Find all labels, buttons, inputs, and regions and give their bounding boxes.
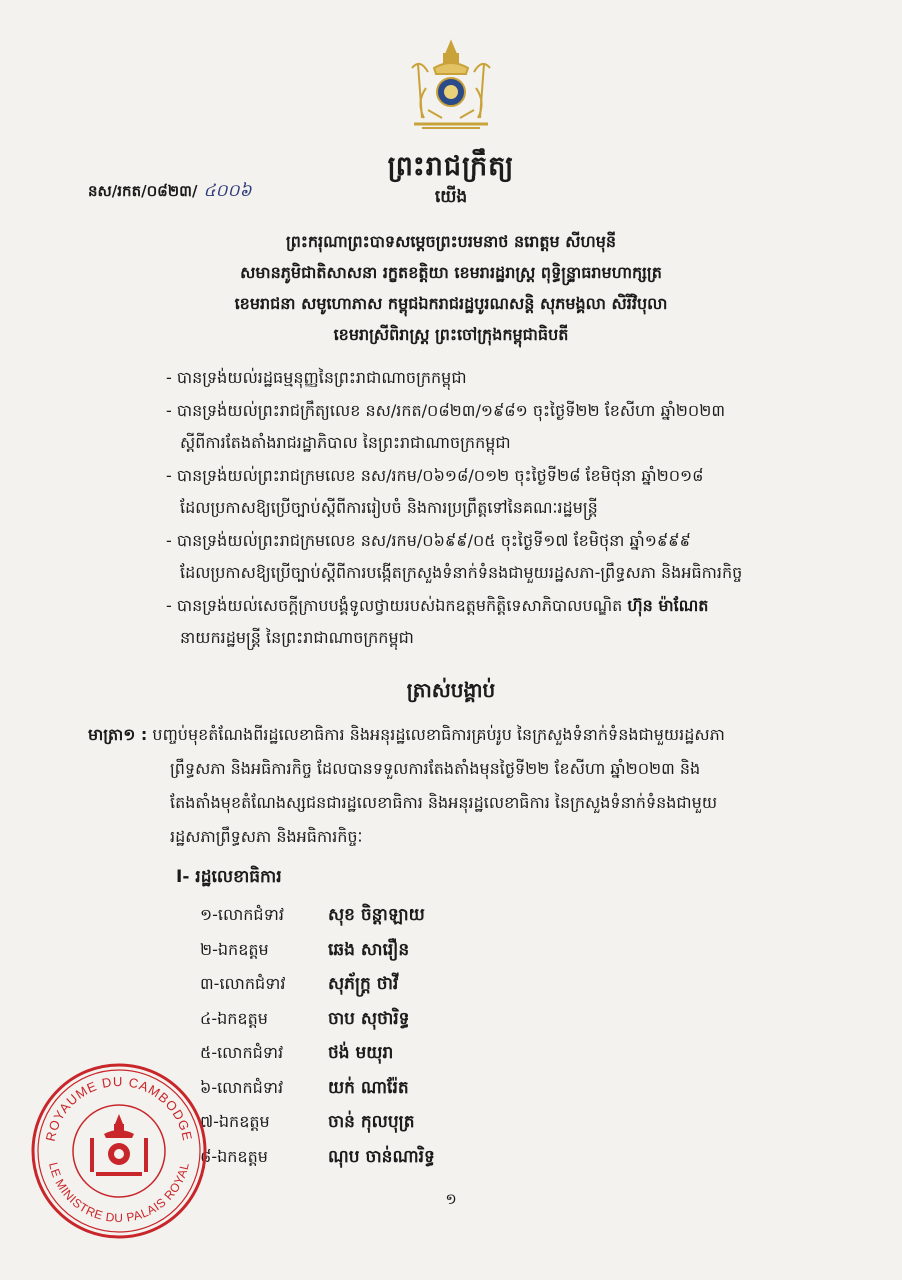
official-title: ២-ឯកឧត្តម	[200, 939, 269, 959]
official-title: ១-លោកជំទាវ	[200, 905, 284, 924]
decision-heading: ត្រាស់បង្គាប់	[406, 678, 496, 702]
consideration-line: នាយករដ្ឋមន្ត្រី នៃព្រះរាជាណាចក្រកម្ពុជា	[180, 628, 414, 647]
consideration-line: - បានទ្រង់យល់ព្រះរាជក្រមលេខ នស/រកម/០៦១៨/០១២ ចុះថ្ងៃទី២៨ ខែមិថុនា ឆ្នាំ២០១៨	[166, 465, 704, 485]
official-name: សុភ័ក្ត្រ ថាវី	[328, 974, 399, 994]
royal-palace-seal-icon	[30, 1062, 208, 1240]
page-number: ១	[445, 1190, 457, 1208]
we-heading: យើង	[434, 187, 468, 207]
royal-title-line: ខេមរាស្រីពិរាស្ត្រ ព្រះចៅក្រុងកម្ពុជាធិបតី	[333, 325, 569, 344]
svg-text:ROYAUME DU CAMBODGE: ROYAUME DU CAMBODGE	[42, 1073, 196, 1143]
consideration-line: - បានទ្រង់យល់រដ្ឋធម្មនុញ្ញនៃព្រះរាជាណាចក្រកម្ពុជា	[166, 368, 467, 387]
official-row	[200, 967, 435, 1002]
reference-handwritten-number: ៤០០៦	[203, 181, 252, 201]
article-line: ព្រឹទ្ធសភា និងអធិការកិច្ច ដែលបានទទួលការតែងតាំងមុនថ្ងៃទី២២ ខែសីហា ឆ្នាំ២០២៣ និង	[170, 759, 701, 778]
consideration-line: ស្តីពីការតែងតាំងរាជរដ្ឋាភិបាល នៃព្រះរាជាណាចក្រកម្ពុជា	[180, 433, 511, 452]
consideration-item	[166, 362, 866, 395]
official-title: ៥-លោកជំទាវ	[200, 1043, 284, 1062]
consideration-item	[166, 460, 866, 525]
official-row	[200, 1140, 435, 1175]
official-row	[200, 1071, 435, 1106]
consideration-line: ដែលប្រកាសឱ្យប្រើច្បាប់ស្តីពីការរៀបចំ និងការប្រព្រឹត្តទៅនៃគណៈរដ្ឋមន្ត្រី	[180, 498, 598, 517]
document-title: ព្រះរាជក្រឹត្យ	[387, 151, 515, 182]
official-name: ចាប សុថារិទ្ធ	[328, 1008, 410, 1029]
consideration-line: ដែលប្រកាសឱ្យប្រើច្បាប់ស្តីពីការបង្កើតក្រសួងទំនាក់ទំនងជាមួយរដ្ឋសភា-ព្រឹទ្ធសភា និងអធិការកិច្ច	[180, 563, 743, 582]
consideration-text: - បានទ្រង់យល់សេចក្តីក្រាបបង្គំទូលថ្វាយរបស់ឯកឧត្តមកិត្តិទេសាភិបាលបណ្ឌិត	[166, 595, 623, 615]
consideration-item	[166, 590, 866, 655]
consideration-item	[166, 525, 866, 590]
considerations-list	[166, 362, 866, 655]
official-row	[200, 1002, 435, 1037]
article-label: មាត្រា១ :	[88, 725, 148, 744]
consideration-line	[166, 590, 866, 623]
official-name: យក់ ណារ៉ែត	[328, 1077, 409, 1098]
article-line: តែងតាំងមុខតំណែងស្សជនជារដ្ឋលេខាធិការ និងអនុរដ្ឋលេខាធិការ នៃក្រសួងទំនាក់ទំនងជាមួយ	[170, 793, 718, 812]
official-title: ៤-ឯកឧត្តម	[200, 1008, 268, 1028]
official-name: ថង់ មយុរា	[328, 1043, 394, 1063]
article-text: បញ្ចប់មុខតំណែងពីរដ្ឋលេខាធិការ និងអនុរដ្ឋលេខាធិការគ្រប់រូប នៃក្រសួងទំនាក់ទំនងជាមួយរដ្ឋសភា	[152, 725, 725, 744]
official-name: ឆេង សារឿន	[328, 939, 410, 960]
official-title: ៣-លោកជំទាវ	[200, 974, 286, 993]
official-name: ណុប ចាន់ណារិទ្ធ	[328, 1146, 435, 1167]
royal-title-line: សមានភូមិជាតិសាសនា រក្ខតខត្តិយា ខេមរារដ្ឋរាស្ត្រ ពុទ្ធិន្ទ្រាធរាមហាក្សត្រ	[240, 263, 662, 282]
royal-title-line: ខេមរាជនា សមូហោភាស កម្ពុជឯករាជរដ្ឋបូរណសន្តិ សុភមង្គលា សិរីវិបុលា	[234, 294, 668, 313]
section-heading: I- រដ្ឋលេខាធិការ	[176, 867, 282, 887]
consideration-line: - បានទ្រង់យល់ព្រះរាជក្រមលេខ នស/រកម/០៦៩៩/០៥ ចុះថ្ងៃទី១៧ ខែមិថុនា ឆ្នាំ១៩៩៩	[166, 530, 691, 550]
official-row	[200, 933, 435, 968]
official-row	[200, 1036, 435, 1071]
official-row	[200, 1105, 435, 1140]
article-line	[88, 718, 878, 752]
official-name: ចាន់ កុលបុត្រ	[328, 1112, 415, 1132]
consideration-line: - បានទ្រង់យល់ព្រះរាជក្រឹត្យលេខ នស/រកត/០៨២៣/១៩៨១ ចុះថ្ងៃទី២២ ខែសីហា ឆ្នាំ២០២៣	[166, 400, 726, 420]
official-row	[200, 898, 435, 933]
official-title: ៦-លោកជំទាវ	[200, 1077, 284, 1097]
official-title: ៧-ឯកឧត្តម	[200, 1112, 270, 1131]
article-line: រដ្ឋសភាព្រឹទ្ធសភា និងអធិការកិច្ចៈ	[170, 827, 363, 846]
officials-list	[200, 898, 435, 1174]
prime-minister-name: ហ៊ុន ម៉ាណែត	[627, 595, 709, 615]
royal-title-line: ព្រះករុណាព្រះបាទសម្ដេចព្រះបរមនាថ នរោត្តម សីហមុនី	[285, 232, 617, 251]
official-title: ៨-ឯកឧត្តម	[200, 1146, 268, 1166]
royal-titles	[0, 226, 902, 350]
consideration-item	[166, 395, 866, 460]
official-name: សុខ ចិន្ដាឡាយ	[328, 905, 425, 925]
svg-text:LE MINISTRE DU PALAIS ROYAL: LE MINISTRE DU PALAIS ROYAL	[46, 1161, 192, 1225]
royal-emblem-icon	[398, 38, 504, 134]
reference-code: នស/រកត/០៨២៣/	[88, 182, 198, 200]
article-1	[88, 718, 878, 854]
